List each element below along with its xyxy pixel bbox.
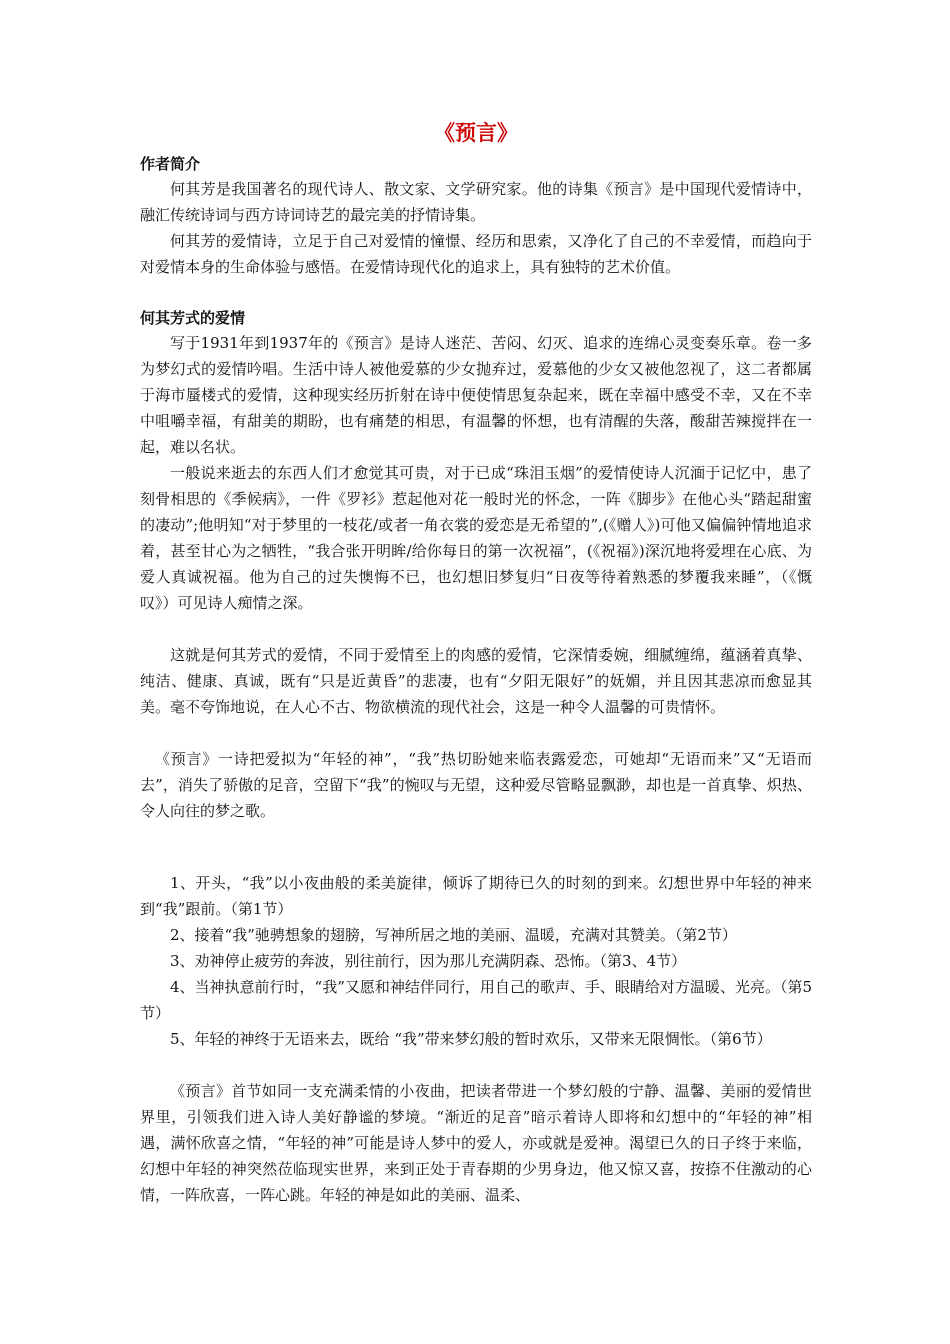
love-paragraph-2: 一般说来逝去的东西人们才愈觉其可贵，对于已成“珠泪玉烟”的爱情使诗人沉湎于记忆中，患了刻骨相思的《季候病》，一件《罗衫》惹起他对花一般时光的怀念，一阵《脚步》在他心头“踏起甜蜜的凄动”;他明知“对于梦里的一枝花/或者一角衣裳的爱恋是无希望的”,(《赠人》)可他又偏偏钟情地追求着，甚至甘心为之牺牲，“我合张开明眸/给你每日的第一次祝福”，(《祝福》)深沉地将爱埋在心底、为爱人真诚祝福。他为自己的过失懊悔不已，也幻想旧梦复归“日夜等待着熟悉的梦覆我来睡”，（《慨叹》）可见诗人痴情之深。 [140, 464, 812, 612]
document-title: 《预言》 [434, 121, 518, 145]
outline-item-5: 5、年轻的神终于无语来去，既给 “我”带来梦幻般的暂时欢乐，又带来无限惆怅。（第6节） [170, 1030, 772, 1048]
love-paragraph-3: 这就是何其芳式的爱情，不同于爱情至上的肉感的爱情，它深情委婉，细腻缠绵，蕴涵着真挚、纯洁、健康、真诚，既有“只是近黄昏”的悲凄，也有“夕阳无限好”的妩媚，并且因其悲凉而愈显其美。毫不夸饰地说，在人心不古、物欲横流的现代社会，这是一种令人温馨的可贵情怀。 [140, 646, 812, 716]
analysis-paragraph-1: 《预言》首节如同一支充满柔情的小夜曲，把读者带进一个梦幻般的宁静、温馨、美丽的爱情世界里，引领我们进入诗人美好静谧的梦境。“渐近的足音”暗示着诗人即将和幻想中的“年轻的神”相遇，满怀欣喜之情，“年轻的神”可能是诗人梦中的爱人，亦或就是爱神。渴望已久的日子终于来临，幻想中年轻的神突然莅临现实世界，来到正处于青春期的少男身边，他又惊又喜，按捺不住激动的心情，一阵欣喜，一阵心跳。年轻的神是如此的美丽、温柔、 [140, 1082, 812, 1204]
outline-item-3: 3、劝神停止疲劳的奔波，别往前行，因为那儿充满阴森、恐怖。（第3、4节） [170, 952, 687, 970]
love-paragraph-4: 《预言》一诗把爱拟为“年轻的神”，“我”热切盼她来临表露爱恋，可她却“无语而来”又“无语而去”，消失了骄傲的足音，空留下“我”的惋叹与无望，这种爱尽管略显飘渺，却也是一首真挚、炽热、令人向往的梦之歌。 [140, 750, 812, 820]
love-paragraph-1: 写于1931年到1937年的《预言》是诗人迷茫、苦闷、幻灭、追求的连绵心灵变奏乐章。卷一多为梦幻式的爱情吟唱。生活中诗人被他爱慕的少女抛弃过，爱慕他的少女又被他忽视了，这二者都属于海市蜃楼式的爱情，这种现实经历折射在诗中便使情思复杂起来，既在幸福中感受不幸，又在不幸中咀嚼幸福，有甜美的期盼，也有痛楚的相思，有温馨的怀想，也有清醒的失落，酸甜苦辣搅拌在一起，难以名状。 [140, 334, 812, 456]
spacer [140, 1052, 812, 1078]
spacer [140, 280, 812, 306]
outline-list [140, 870, 812, 1052]
spacer [140, 824, 812, 870]
outline-item-1: 1、开头，“我”以小夜曲般的柔美旋律，倾诉了期待已久的时刻的到来。幻想世界中年轻的神来到“我”跟前。（第1节） [140, 874, 812, 918]
section-heading-love: 何其芳式的爱情 [140, 309, 246, 327]
spacer [140, 720, 812, 746]
author-paragraph-1: 何其芳是我国著名的现代诗人、散文家、文学研究家。他的诗集《预言》是中国现代爱情诗中，融汇传统诗词与西方诗词诗艺的最完美的抒情诗集。 [140, 180, 812, 224]
document-page [140, 118, 812, 1208]
spacer [140, 616, 812, 642]
author-paragraph-2: 何其芳的爱情诗，立足于自己对爱情的憧憬、经历和思索，又净化了自己的不幸爱情，而趋向于对爱情本身的生命体验与感悟。在爱情诗现代化的追求上，具有独特的艺术价值。 [140, 232, 812, 276]
outline-item-4: 4、当神执意前行时，“我”又愿和神结伴同行，用自己的歌声、手、眼睛给对方温暖、光亮。（第5节） [140, 978, 812, 1022]
outline-item-2: 2、接着“我”驰骋想象的翅膀，写神所居之地的美丽、温暖，充满对其赞美。（第2节） [170, 926, 737, 944]
section-heading-author: 作者简介 [140, 155, 201, 173]
